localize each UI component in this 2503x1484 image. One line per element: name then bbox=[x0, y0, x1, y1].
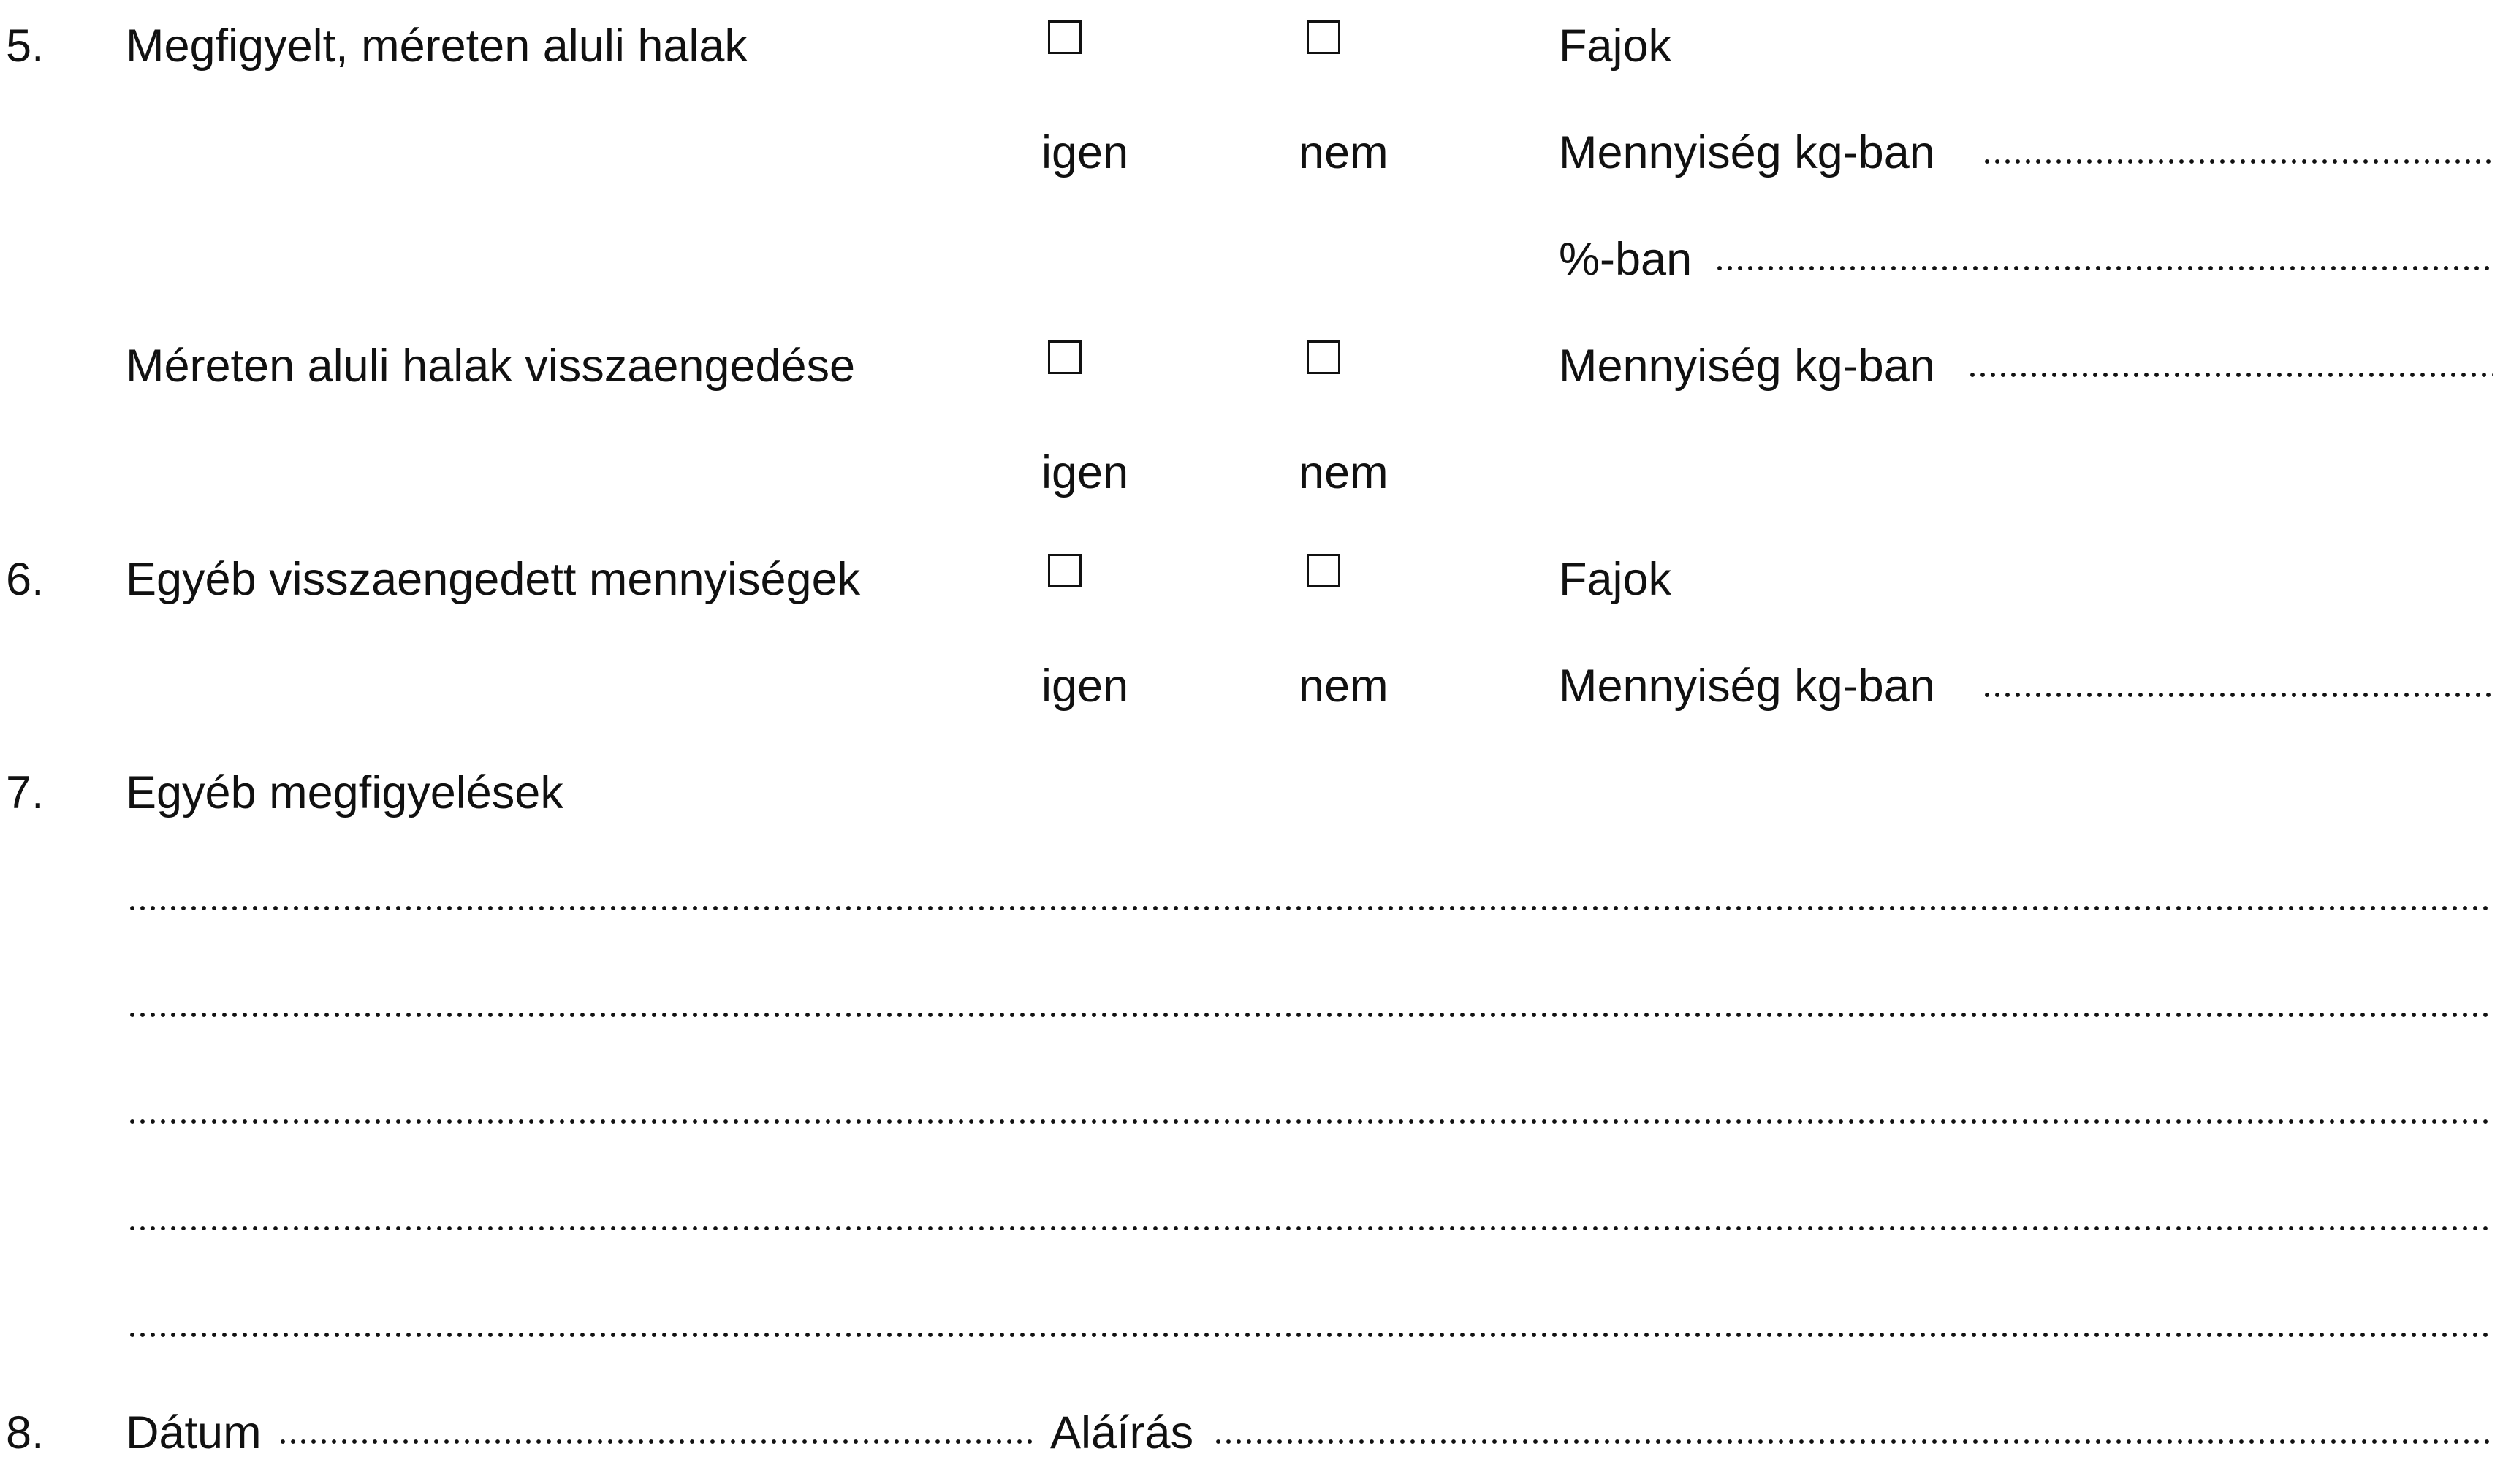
release-no-label: nem bbox=[1299, 447, 1389, 498]
release-qty-kg-field[interactable] bbox=[1967, 371, 2493, 378]
item7-observation-line[interactable] bbox=[127, 905, 2493, 912]
item8-date-label: Dátum bbox=[126, 1407, 262, 1458]
item7-number: 7. bbox=[6, 767, 45, 818]
release-yes-checkbox[interactable] bbox=[1048, 340, 1082, 374]
item7-observation-line[interactable] bbox=[127, 1225, 2493, 1232]
item6-no-checkbox[interactable] bbox=[1307, 554, 1340, 587]
release-label: Méreten aluli halak visszaengedése bbox=[126, 340, 856, 392]
item7-label: Egyéb megfigyelések bbox=[126, 767, 563, 818]
item6-yes-label: igen bbox=[1041, 661, 1129, 712]
item8-signature-field[interactable] bbox=[1213, 1438, 2493, 1445]
item6-qty-kg-field[interactable] bbox=[1982, 691, 2493, 699]
item7-observation-line[interactable] bbox=[127, 1331, 2493, 1339]
release-no-checkbox[interactable] bbox=[1307, 340, 1340, 374]
release-yes-label: igen bbox=[1041, 447, 1129, 498]
item8-signature-label: Aláírás bbox=[1050, 1407, 1194, 1458]
item5-no-label: nem bbox=[1299, 127, 1389, 178]
item5-percent-field[interactable] bbox=[1714, 265, 2493, 272]
item5-yes-checkbox[interactable] bbox=[1048, 20, 1082, 54]
item7-observation-line[interactable] bbox=[127, 1118, 2493, 1125]
item8-date-field[interactable] bbox=[278, 1438, 1032, 1445]
item6-label: Egyéb visszaengedett mennyiségek bbox=[126, 554, 861, 605]
item5-no-checkbox[interactable] bbox=[1307, 20, 1340, 54]
release-qty-kg-label: Mennyiség kg-ban bbox=[1559, 340, 1935, 392]
item5-label: Megfigyelt, méreten aluli halak bbox=[126, 20, 748, 72]
item5-percent-label: %-ban bbox=[1559, 234, 1693, 285]
item5-species-label: Fajok bbox=[1559, 20, 1672, 72]
item5-qty-kg-label: Mennyiség kg-ban bbox=[1559, 127, 1935, 178]
item6-qty-kg-label: Mennyiség kg-ban bbox=[1559, 661, 1935, 712]
item8-number: 8. bbox=[6, 1407, 45, 1458]
item7-observation-line[interactable] bbox=[127, 1011, 2493, 1019]
item6-number: 6. bbox=[6, 554, 45, 605]
item6-species-label: Fajok bbox=[1559, 554, 1672, 605]
item6-yes-checkbox[interactable] bbox=[1048, 554, 1082, 587]
item5-number: 5. bbox=[6, 20, 45, 72]
item5-qty-kg-field[interactable] bbox=[1982, 158, 2493, 165]
item6-no-label: nem bbox=[1299, 661, 1389, 712]
item5-yes-label: igen bbox=[1041, 127, 1129, 178]
